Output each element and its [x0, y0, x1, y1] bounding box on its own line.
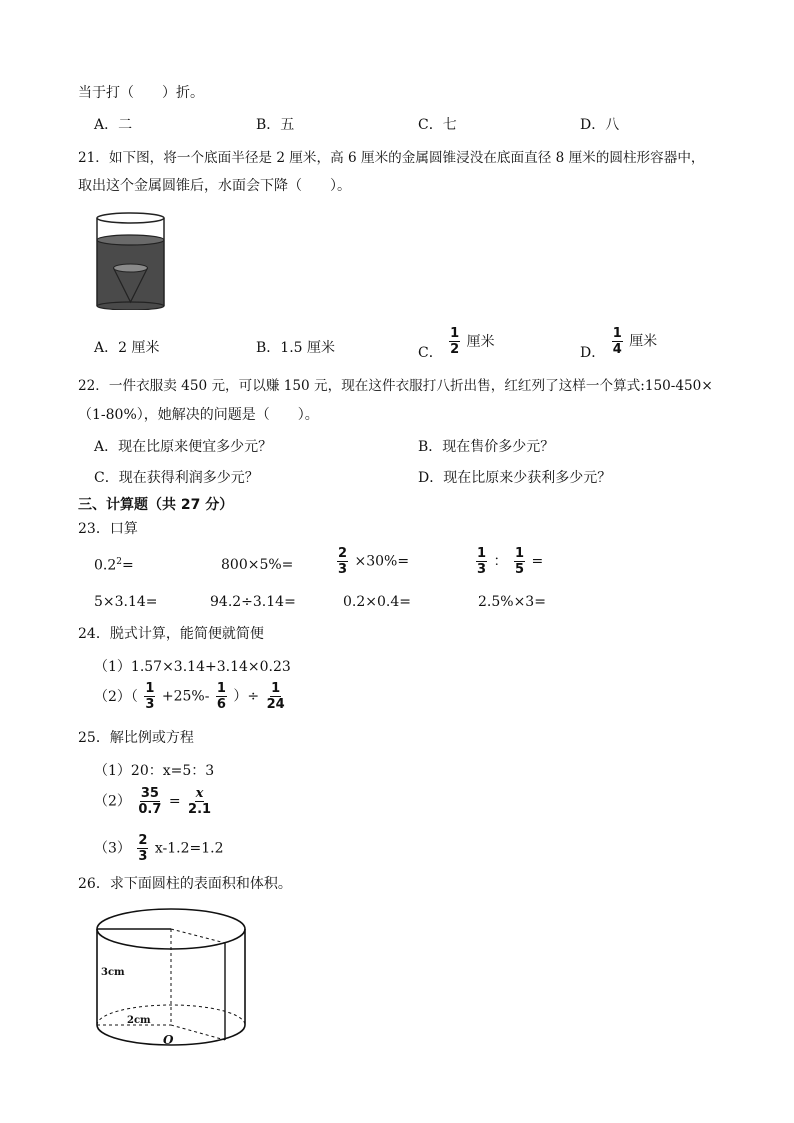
q23-item-4-fraction-1: [476, 546, 487, 577]
q23-item-2: 800×5%=: [221, 557, 294, 573]
q20-option-d[interactable]: D．八: [580, 117, 620, 133]
q21-option-d[interactable]: [580, 326, 658, 361]
q25-equals: =: [168, 793, 181, 810]
q23-item-1-base: 0.2: [94, 557, 117, 574]
q21-stem-line2: 取出这个金属圆锥后，水面会下降（ ）。: [78, 178, 351, 194]
q21-option-b[interactable]: B．1.5 厘米: [256, 340, 336, 356]
q21-option-d-letter: D．: [580, 344, 606, 361]
cylinder-radius-label: 2cm: [127, 1015, 151, 1026]
q23-item-6: 94.2÷3.14=: [210, 594, 296, 610]
q23-item-4: [474, 546, 543, 577]
q21-option-c-letter: C．: [418, 344, 443, 361]
fraction-denominator: 4: [612, 342, 622, 357]
q25-fraction-left: [137, 786, 162, 817]
fraction-numerator: 1: [145, 681, 155, 696]
cylinder-height-label: 3cm: [101, 967, 125, 978]
fraction-numerator: 1: [612, 326, 622, 341]
q25-part-3-prefix: （3）: [94, 840, 131, 857]
q20-option-c[interactable]: C．七: [418, 117, 457, 133]
q21-option-c-fraction: [449, 326, 460, 357]
q23-item-1-exponent: 2: [116, 557, 122, 567]
q24-fraction-1: [144, 681, 155, 712]
q23-item-3-fraction: [337, 546, 348, 577]
q23-title: 23．口算: [78, 521, 138, 537]
fraction-numerator: 1: [271, 681, 281, 696]
q25-part-3: [94, 833, 224, 864]
q22-option-c[interactable]: C．现在获得利润多少元？: [94, 470, 259, 486]
q23-item-5: 5×3.14=: [94, 594, 158, 610]
q21-option-c-unit: 厘米: [466, 333, 495, 350]
q24-part-2-close: ）÷: [233, 688, 260, 705]
fraction-numerator: 2: [138, 833, 148, 848]
fraction-numerator: 35: [140, 786, 159, 801]
q23-item-8: 2.5%×3=: [478, 594, 546, 610]
fraction-denominator: 2: [450, 342, 460, 357]
q20-option-b[interactable]: B．五: [256, 117, 295, 133]
q25-title: 25．解比例或方程: [78, 730, 194, 746]
fraction-denominator: 3: [145, 697, 155, 712]
fraction-numerator: 1: [477, 546, 487, 561]
q26-title: 26．求下面圆柱的表面积和体积。: [78, 876, 292, 892]
cylinder-figure: [95, 905, 255, 1055]
q21-option-d-unit: 厘米: [629, 333, 658, 350]
fraction-numerator: 1: [450, 326, 460, 341]
fraction-numerator: 2: [338, 546, 348, 561]
q23-item-3-tail: ×30%=: [354, 553, 410, 570]
cylinder-center-label: O: [163, 1033, 174, 1047]
fraction-denominator: 6: [216, 697, 226, 712]
q22-stem-line1: 22．一件衣服卖 450 元，可以赚 150 元，现在这件衣服打八折出售，红红列了这样一个算式:150-450×: [78, 378, 713, 394]
fraction-denominator: 24: [266, 697, 285, 712]
q24-part-2: [94, 681, 288, 712]
fraction-denominator: 3: [138, 849, 148, 864]
q24-fraction-2: [216, 681, 227, 712]
q23-item-1-equals: =: [122, 557, 134, 574]
q25-part-3-fraction: [137, 833, 148, 864]
fraction-denominator: 2.1: [188, 802, 212, 817]
q24-title: 24．脱式计算，能简便就简便: [78, 626, 264, 642]
q22-option-b[interactable]: B．现在售价多少元？: [418, 439, 555, 455]
q21-option-a[interactable]: A．2 厘米: [94, 340, 160, 356]
q22-option-d[interactable]: D．现在比原来少获利多少元？: [418, 470, 612, 486]
q23-item-7: 0.2×0.4=: [343, 594, 411, 610]
q24-part-1: （1）1.57×3.14+3.14×0.23: [94, 659, 291, 675]
q23-item-4-equals: =: [531, 553, 544, 570]
fraction-numerator: x: [195, 786, 204, 801]
q22-option-a[interactable]: A．现在比原来便宜多少元？: [94, 439, 273, 455]
q20-stem-tail: 当于打（ ）折。: [78, 85, 204, 101]
q21-option-c[interactable]: [418, 326, 495, 361]
q21-option-d-fraction: [612, 326, 623, 357]
q25-part-1: （1）20：x=5：3: [94, 763, 215, 779]
q21-stem-line1: 21．如下图，将一个底面半径是 2 厘米，高 6 厘米的金属圆锥浸没在底面直径 8 厘米的圆柱形容器中，: [78, 150, 705, 166]
fraction-numerator: 1: [216, 681, 226, 696]
q25-part-2: [94, 786, 214, 817]
q25-fraction-right: [187, 786, 212, 817]
q25-part-3-tail: x-1.2=1.2: [154, 840, 224, 857]
container-cone-figure: [94, 210, 168, 310]
q24-part-2-prefix: （2）（: [94, 688, 138, 705]
q23-item-4-fraction-2: [514, 546, 525, 577]
fraction-numerator: 1: [514, 546, 524, 561]
q20-option-a[interactable]: A．二: [94, 117, 133, 133]
q22-stem-line2: （1-80%），她解决的问题是（ ）。: [78, 407, 319, 423]
q24-fraction-3: [266, 681, 286, 712]
q24-part-2-middle: +25%-: [161, 688, 210, 705]
q23-item-1: [94, 557, 134, 574]
section-3-title: 三、计算题（共 27 分）: [78, 497, 234, 513]
fraction-denominator: 5: [514, 562, 524, 577]
fraction-denominator: 3: [338, 562, 348, 577]
fraction-denominator: 3: [477, 562, 487, 577]
q23-item-4-ratio-sign: ：: [493, 553, 508, 570]
fraction-denominator: 0.7: [138, 802, 162, 817]
q23-item-3: [335, 546, 409, 577]
q25-part-2-prefix: （2）: [94, 793, 131, 810]
